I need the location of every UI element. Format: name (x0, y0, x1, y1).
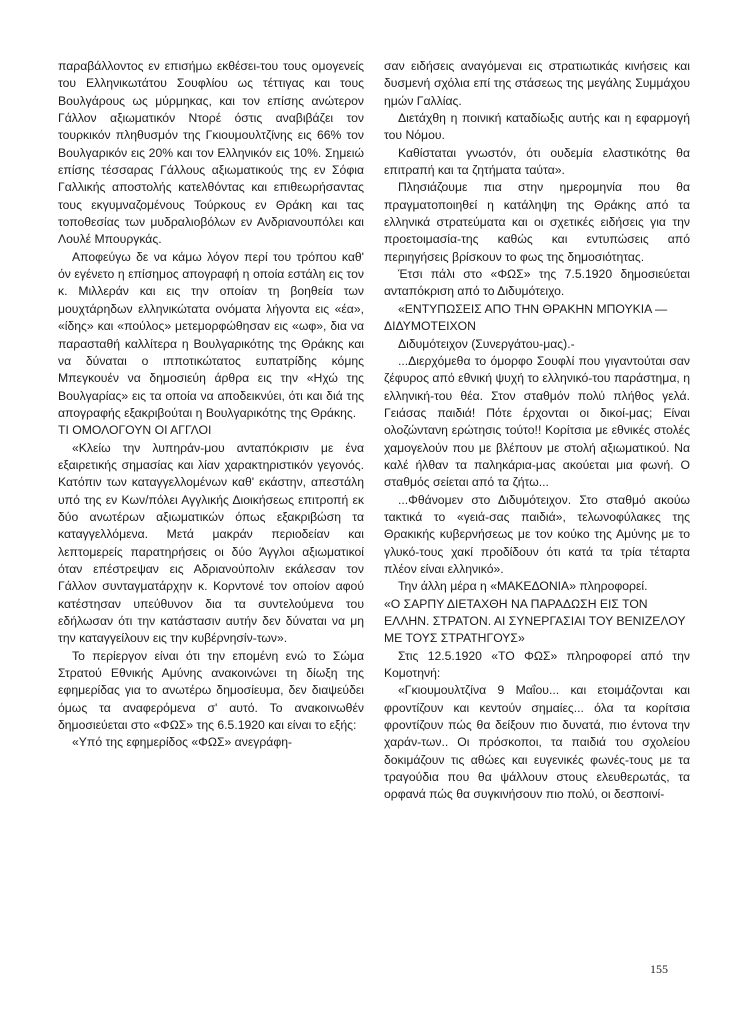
paragraph: Πλησιάζουμε πια στην ημερομηνία που θα πραγματοποιηθεί η κατάληψη της Θράκης από τα ελληνικά στρατεύματα και οι σχετικές ειδήσεις για την προετοιμασία-της καθώς και εντυπώσεις από περιηγήσεις βρίσκουν το φως της δημοσιότητας. (384, 180, 690, 264)
paragraph: Έτσι πάλι στο «ΦΩΣ» της 7.5.1920 δημοσιεύεται ανταπόκριση από το Διδυμότειχο. (384, 267, 690, 299)
article-headline: «ΕΝΤΥΠΩΣΕΙΣ ΑΠΟ ΤΗΝ ΘΡΑΚΗΝ ΜΠΟΥΚΙΑ — ΔΙΔΥΜΟΤΕΙΧΟΝ (384, 301, 668, 334)
article-headline: «Ο ΣΑΡΠΥ ΔΙΕΤΑΧΘΗ ΝΑ ΠΑΡΑΔΩΣΗ ΕΙΣ ΤΟΝ ΕΛΛΗΝ. ΣΤΡΑΤΟΝ. ΑΙ ΣΥΝΕΡΓΑΣΙΑΙ ΤΟΥ ΒΕΝΙΖΕΛΟΥ ΜΕ ΤΟΥΣ ΣΤΡΑΤΗΓΟΥΣ» (384, 596, 686, 646)
paragraph: Αποφεύγω δε να κάμω λόγον περί του τρόπου καθ' όν εγένετο η επίσημος απογραφή η οποία εστάλη εις τον κ. Μιλλεράν και εις την οποίαν τη βοηθεία των μουχτάρηδων ελληνικώτατα ονόματα λήγοντα εις «έα», «ίδης» και «πούλος» μετεμορφώθησαν εις «ωφ», δια να παρασταθή καλλίτερα η Βουλγαρικότης της Θράκης και να δύναται ο ιπποτικώτατος ευπατρίδης κόμης Μπεγκουέν να δημοσιεύη άρθρα εις την «Ηχώ της Βουλγαρίας» εις τα οποία να αποδεικνύει, ότι και διά της απογραφής εξακριβούται η Βουλγαρικότης της Θράκης. (58, 249, 364, 420)
section-heading: ΤΙ ΟΜΟΛΟΓΟΥΝ ΟΙ ΑΓΓΛΟΙ (58, 423, 212, 438)
paragraph: «Γκιουμουλτζίνα 9 Μαΐου... και ετοιμάζονται και φροντίζουν και κεντούν σημαίες... όλα τα κορίτσια φροντίζουν πώς θα δείξουν πιο δυνατά, πιο έντονα την χαράν-των.. Οι πρόσκοποι, τα παιδιά του σχολείου δοκιμάζουν τις αθώες και ευγενικές φωνές-τους με τα τραγούδια που θα ψάλλουν στους ελευθερωτάς, τα ορφανά πώς θα συγκινήσουν πιο πολύ, οι δεσποινί- (384, 683, 690, 802)
paragraph: Την άλλη μέρα η «ΜΑΚΕΔΟΝΙΑ» πληροφορεί. (398, 579, 648, 594)
left-column (58, 58, 364, 752)
paragraph: Στις 12.5.1920 «ΤΟ ΦΩΣ» πληροφορεί από την Κομοτηνή: (384, 648, 690, 681)
paragraph: Το περίεργον είναι ότι την επομένη ενώ το Σώμα Στρατού Εθνικής Αμύνης ανακοινώνει τη δίωξη της εφημερίδας για το ανωτέρω δημοσίευμα, δεν διαψεύδει όμως τα αναφερόμενα σ' αυτό. Το ανακοινωθέν δημοσιεύεται στο «ΦΩΣ» της 6.5.1920 και είναι το εξής: (58, 648, 364, 733)
paragraph: ...Διερχόμεθα το όμορφο Σουφλί που γιγαντούται σαν ζέφυρος από εθνική ψυχή το ελληνικό-του παράστημα, η ελληνική-του θέα. Στον σταθμόν πολύ πλήθος γελά. Γειάσας παιδιά! Πότε έρχονται οι δικοί-μας; Είναι ολοζώντανη ερώτησις τούτο!! Κορίτσια με εθνικές στολές χαμογελούν που με βλέπουν με στολή αξιωματικού. Να καλέ ήλθαν τα παληκάρια-μας ακούεται μια φωνή. Ο σταθμός σείεται από τα ζήτω... (384, 353, 690, 490)
paragraph: σαν ειδήσεις αναγόμεναι εις στρατιωτικάς κινήσεις και δυσμενή σχόλια επί της στάσεως της μεγάλης Συμμάχου ημών Γαλλίας. (384, 59, 690, 108)
paragraph: Διετάχθη η ποινική καταδίωξις αυτής και η εφαρμογή του Νόμου. (384, 111, 690, 143)
paragraph: ...Φθάνομεν στο Διδυμότειχον. Στο σταθμό ακούω τακτικά το «γειά-σας παιδιά», τελωνοφύλακες της Θρακικής κυβερνήσεως με τον κούκο της Αμύνης με το γλυκό-τους χακί προδίδουν ότι κατά τα τρία τέταρτα πλέον είναι ελληνικό». (384, 492, 690, 576)
paragraph: «Υπό της εφημερίδος «ΦΩΣ» ανεγράφη- (72, 735, 293, 750)
paragraph: παραβάλλοντος εν επισήμω εκθέσει-του τους ομογενείς του Ελληνικωτάτου Σουφλίου ως τέττιγας και τους Βουλγάρους ως μύρμηκας, και τον επίσης ανώτερον Γάλλον αξιωματικόν Ντορέ όστις αναβιβάζει τον τουρκικόν πληθυσμόν της Γκιουμουλτζίνης εις 66% τον Βουλγαρικόν εις 20% και τον Ελληνικόν εις 10%. Σημειώ επίσης τέσσαρας Γάλλους αξιωματικούς της εν Σόφια Γαλλικής αποστολής κατελθόντας και επιθεωρήσαντας τους εκγυμναζομένους Τούρκους εν Θράκη και τας τοποθεσίας των μυδραλιοβόλων εν Ανδριανουπόλει και Λουλέ Μπουργκάς. (58, 59, 364, 247)
paragraph: Διδυμότειχον (Συνεργάτου-μας).- (398, 336, 575, 351)
paragraph: Καθίσταται γνωστόν, ότι ουδεμία ελαστικότης θα επιτραπή και τα ζητήματα ταύτα». (384, 145, 690, 178)
paragraph: «Κλείω την λυπηράν-μου ανταπόκρισιν με ένα εξαιρετικής σημασίας και λίαν χαρακτηριστικόν γεγονός. Κατόπιν των καταγγελλομένων καθ' εκάστην, απεστάλη υπό της εν Κων/πόλει Αγγλικής Διοικήσεως επιτροπή εκ δύο ανωτέρων αξιωματικών όπως εξακριβώση τα καταγγελλόμενα. Μετά μακράν περιοδείαν και λεπτομερείς παρατηρήσεις οι δύο Άγγλοι αξιωματικοί όταν επέστρεψαν εις Αδριανούπολιν εκάλεσαν τον Γάλλον συνταγματάρχην κ. Κορντονέ τον οποίον αφού κατέστησαν υπεύθυνον δια τα συντελούμενα του εδήλωσαν ότι την κατάστασιν αυτήν δεν δύναται να μη την καταγγείλουν εις την κυβέρνησίν-των». (58, 440, 364, 646)
right-column (384, 58, 690, 804)
page-number: 155 (650, 962, 668, 976)
